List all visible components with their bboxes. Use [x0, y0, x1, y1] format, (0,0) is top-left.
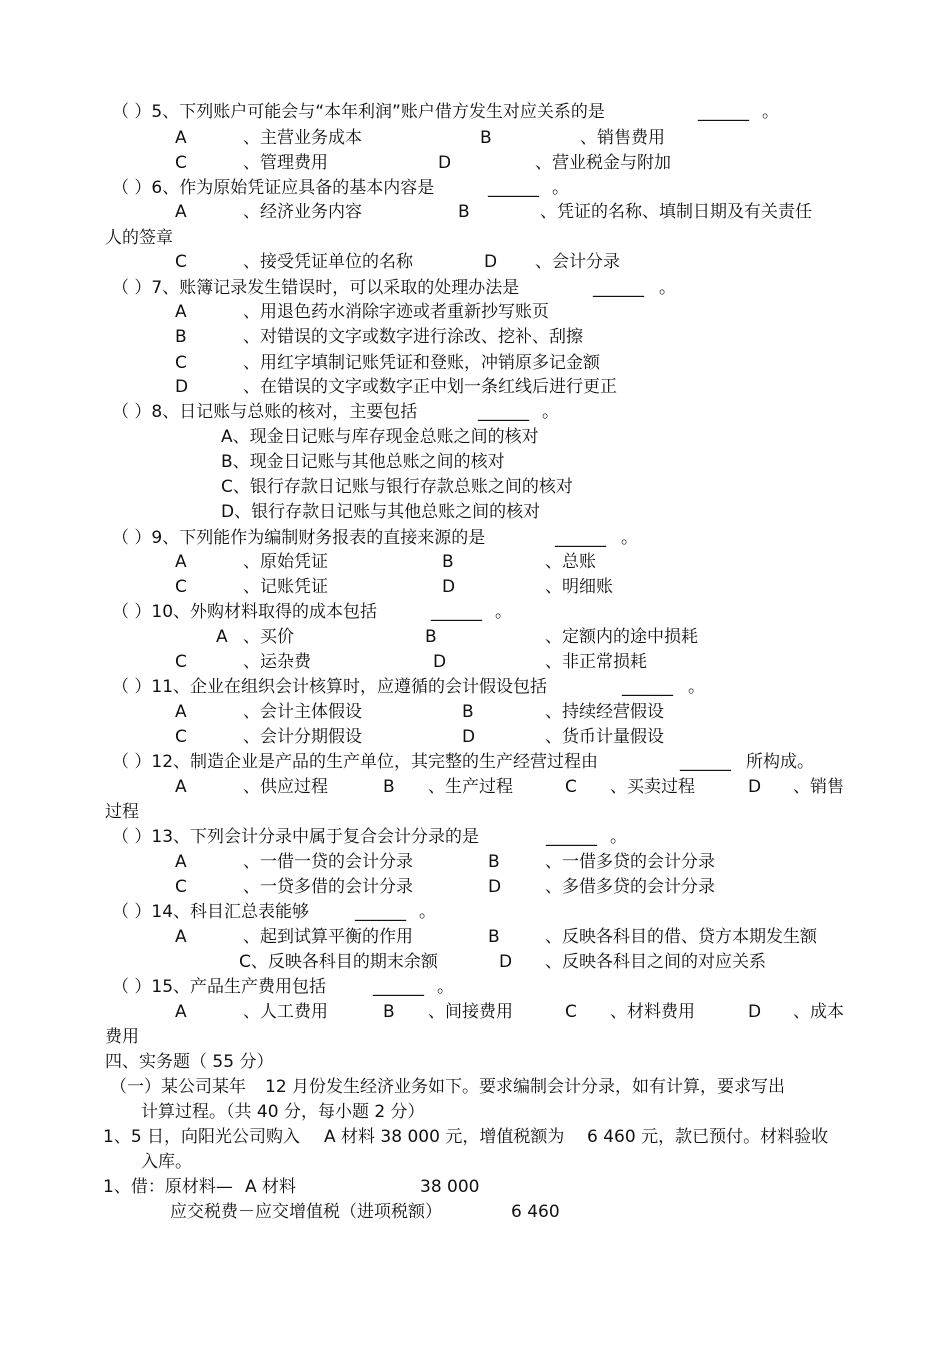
text-segment: D [442, 577, 456, 597]
text-segment: C [175, 353, 187, 373]
text-segment: 、一贷多借的会计分录 [243, 877, 413, 897]
text-segment: 、会计分录 [535, 252, 620, 272]
text-segment: 、在错误的文字或数字正中划一条红线后进行更正 [243, 377, 617, 397]
answer-blank: ______ [680, 752, 731, 772]
text-segment: 、起到试算平衡的作用 [243, 927, 413, 947]
text-segment: 入库。 [141, 1152, 192, 1172]
text-segment: 。 [419, 902, 436, 922]
text-segment: 过程 [105, 802, 139, 822]
answer-blank: ______ [546, 827, 597, 847]
text-segment: 、持续经营假设 [545, 702, 664, 722]
text-segment: 四、实务题（ 55 分） [105, 1052, 274, 1072]
text-segment: 、对错误的文字或数字进行涂改、挖补、刮擦 [243, 327, 583, 347]
text-segment: D [175, 377, 189, 397]
text-segment: （ ）11、企业在组织会计核算时，应遵循的会计假设包括 [112, 677, 548, 697]
text-segment: D [438, 153, 452, 173]
text-segment: 、成本 [793, 1002, 844, 1022]
text-segment: 。 [495, 602, 512, 622]
text-segment: B [458, 202, 470, 222]
text-segment: D [484, 252, 498, 272]
text-segment: C [565, 1002, 577, 1022]
text-segment: B [488, 852, 500, 872]
text-segment: D [499, 952, 513, 972]
text-segment: 38 000 [420, 1177, 480, 1197]
answer-blank: ______ [698, 102, 749, 122]
text-segment: 。 [542, 402, 559, 422]
text-segment: 、供应过程 [243, 777, 328, 797]
text-segment: 、材料费用 [610, 1002, 695, 1022]
text-segment: 、一借一贷的会计分录 [243, 852, 413, 872]
text-segment: （ ）5、下列账户可能会与“本年利润”账户借方发生对应关系的是 [112, 102, 605, 122]
text-segment: 、反映各科目之间的对应关系 [545, 952, 766, 972]
text-segment: A [216, 627, 228, 647]
text-segment: 、销售费用 [580, 128, 665, 148]
answer-blank: ______ [355, 902, 406, 922]
text-segment: 、销售 [793, 777, 844, 797]
text-segment: A 材料 [245, 1177, 297, 1197]
text-segment: B [383, 777, 395, 797]
text-segment: D、银行存款日记账与其他总账之间的核对 [221, 502, 541, 522]
text-segment: 、非正常损耗 [545, 652, 647, 672]
text-segment: 1、借：原材料— [103, 1177, 233, 1197]
text-segment: A [175, 777, 187, 797]
text-segment: A [175, 302, 187, 322]
answer-blank: ______ [431, 602, 482, 622]
text-segment: （ ）14、科目汇总表能够 [112, 902, 310, 922]
text-segment: 、原始凭证 [243, 552, 328, 572]
text-segment: 。 [688, 677, 705, 697]
text-segment: 、生产过程 [428, 777, 513, 797]
text-segment: C、反映各科目的期末余额 [239, 952, 438, 972]
text-segment: （ ）15、产品生产费用包括 [112, 977, 327, 997]
text-segment: 、一借多贷的会计分录 [545, 852, 715, 872]
text-segment: A [175, 202, 187, 222]
text-segment: 。 [437, 977, 454, 997]
text-segment: 6 460 [511, 1202, 560, 1222]
text-segment: D [748, 1002, 762, 1022]
text-segment: C [175, 577, 187, 597]
text-segment: D [433, 652, 447, 672]
text-segment: A [175, 128, 187, 148]
text-segment: 。 [552, 178, 569, 198]
text-segment: B、现金日记账与其他总账之间的核对 [221, 452, 505, 472]
text-segment: 、定额内的途中损耗 [545, 627, 698, 647]
text-segment: 、总账 [545, 552, 596, 572]
text-segment: 、多借多贷的会计分录 [545, 877, 715, 897]
text-segment: 、用退色药水消除字迹或者重新抄写账页 [243, 302, 549, 322]
text-segment: B [488, 927, 500, 947]
text-segment: 1、5 日，向阳光公司购入 [103, 1127, 301, 1147]
text-segment: B [462, 702, 474, 722]
text-segment: 费用 [105, 1027, 139, 1047]
text-segment: 、运杂费 [243, 652, 311, 672]
text-segment: 。 [659, 278, 676, 298]
text-segment: A 材料 38 000 元，增值税额为 [324, 1127, 565, 1147]
text-segment: 。 [610, 827, 627, 847]
text-segment: B [442, 552, 454, 572]
text-segment: 应交税费－应交增值税（进项税额） [170, 1202, 442, 1222]
text-segment: C [175, 153, 187, 173]
text-segment: C [175, 877, 187, 897]
answer-blank: ______ [373, 977, 424, 997]
text-segment: 、会计主体假设 [243, 702, 362, 722]
text-segment: （ ）6、作为原始凭证应具备的基本内容是 [112, 178, 435, 198]
text-segment: 、营业税金与附加 [535, 153, 671, 173]
text-segment: C [565, 777, 577, 797]
text-segment: A [175, 852, 187, 872]
text-segment: 6 460 元，款已预付。材料验收 [587, 1127, 829, 1147]
answer-blank: ______ [488, 178, 539, 198]
text-segment: 、主营业务成本 [243, 128, 362, 148]
text-segment: 、会计分期假设 [243, 727, 362, 747]
text-segment: 、间接费用 [428, 1002, 513, 1022]
text-segment: 、货币计量假设 [545, 727, 664, 747]
text-segment: 、记账凭证 [243, 577, 328, 597]
text-segment: （ ）9、下列能作为编制财务报表的直接来源的是 [112, 528, 486, 548]
text-segment: 、用红字填制记账凭证和登账，冲销原多记金额 [243, 353, 600, 373]
text-segment: B [425, 627, 437, 647]
text-segment: 。 [621, 528, 638, 548]
text-segment: 、人工费用 [243, 1002, 328, 1022]
text-segment: （ ）12、制造企业是产品的生产单位，其完整的生产经营过程由 [112, 752, 599, 772]
answer-blank: ______ [478, 402, 529, 422]
text-segment: （ ）8、日记账与总账的核对，主要包括 [112, 402, 418, 422]
text-segment: B [383, 1002, 395, 1022]
text-segment: A [175, 702, 187, 722]
text-segment: A [175, 1002, 187, 1022]
text-segment: D [462, 727, 476, 747]
text-segment: 、买价 [243, 627, 294, 647]
text-segment: 。 [762, 102, 779, 122]
text-segment: （ ）13、下列会计分录中属于复合会计分录的是 [112, 827, 480, 847]
answer-blank: ______ [555, 528, 606, 548]
text-segment: C [175, 252, 187, 272]
text-segment: C [175, 652, 187, 672]
text-segment: A [175, 927, 187, 947]
text-segment: B [175, 327, 187, 347]
text-segment: D [748, 777, 762, 797]
text-segment: B [480, 128, 492, 148]
text-segment: 、经济业务内容 [243, 202, 362, 222]
text-segment: C [175, 727, 187, 747]
text-segment: 计算过程。（共 40 分，每小题 2 分） [141, 1102, 425, 1122]
text-segment: （ ）7、账簿记录发生错误时，可以采取的处理办法是 [112, 278, 520, 298]
answer-blank: ______ [593, 278, 644, 298]
text-segment: 、明细账 [545, 577, 613, 597]
text-segment: 、管理费用 [243, 153, 328, 173]
text-segment: 、买卖过程 [610, 777, 695, 797]
text-segment: D [488, 877, 502, 897]
text-segment: 、反映各科目的借、贷方本期发生额 [545, 927, 817, 947]
text-segment: A [175, 552, 187, 572]
text-segment: 、凭证的名称、填制日期及有关责任 [540, 202, 812, 222]
text-segment: A、现金日记账与库存现金总账之间的核对 [221, 427, 539, 447]
text-segment: 、接受凭证单位的名称 [243, 252, 413, 272]
text-segment: （一）某公司某年 [110, 1077, 246, 1097]
text-segment: C、银行存款日记账与银行存款总账之间的核对 [221, 477, 573, 497]
text-segment: 12 月份发生经济业务如下。要求编制会计分录，如有计算，要求写出 [265, 1077, 786, 1097]
text-segment: 所构成。 [746, 752, 814, 772]
answer-blank: ______ [622, 677, 673, 697]
text-segment: 人的签章 [105, 228, 173, 248]
text-segment: （ ）10、外购材料取得的成本包括 [112, 602, 378, 622]
